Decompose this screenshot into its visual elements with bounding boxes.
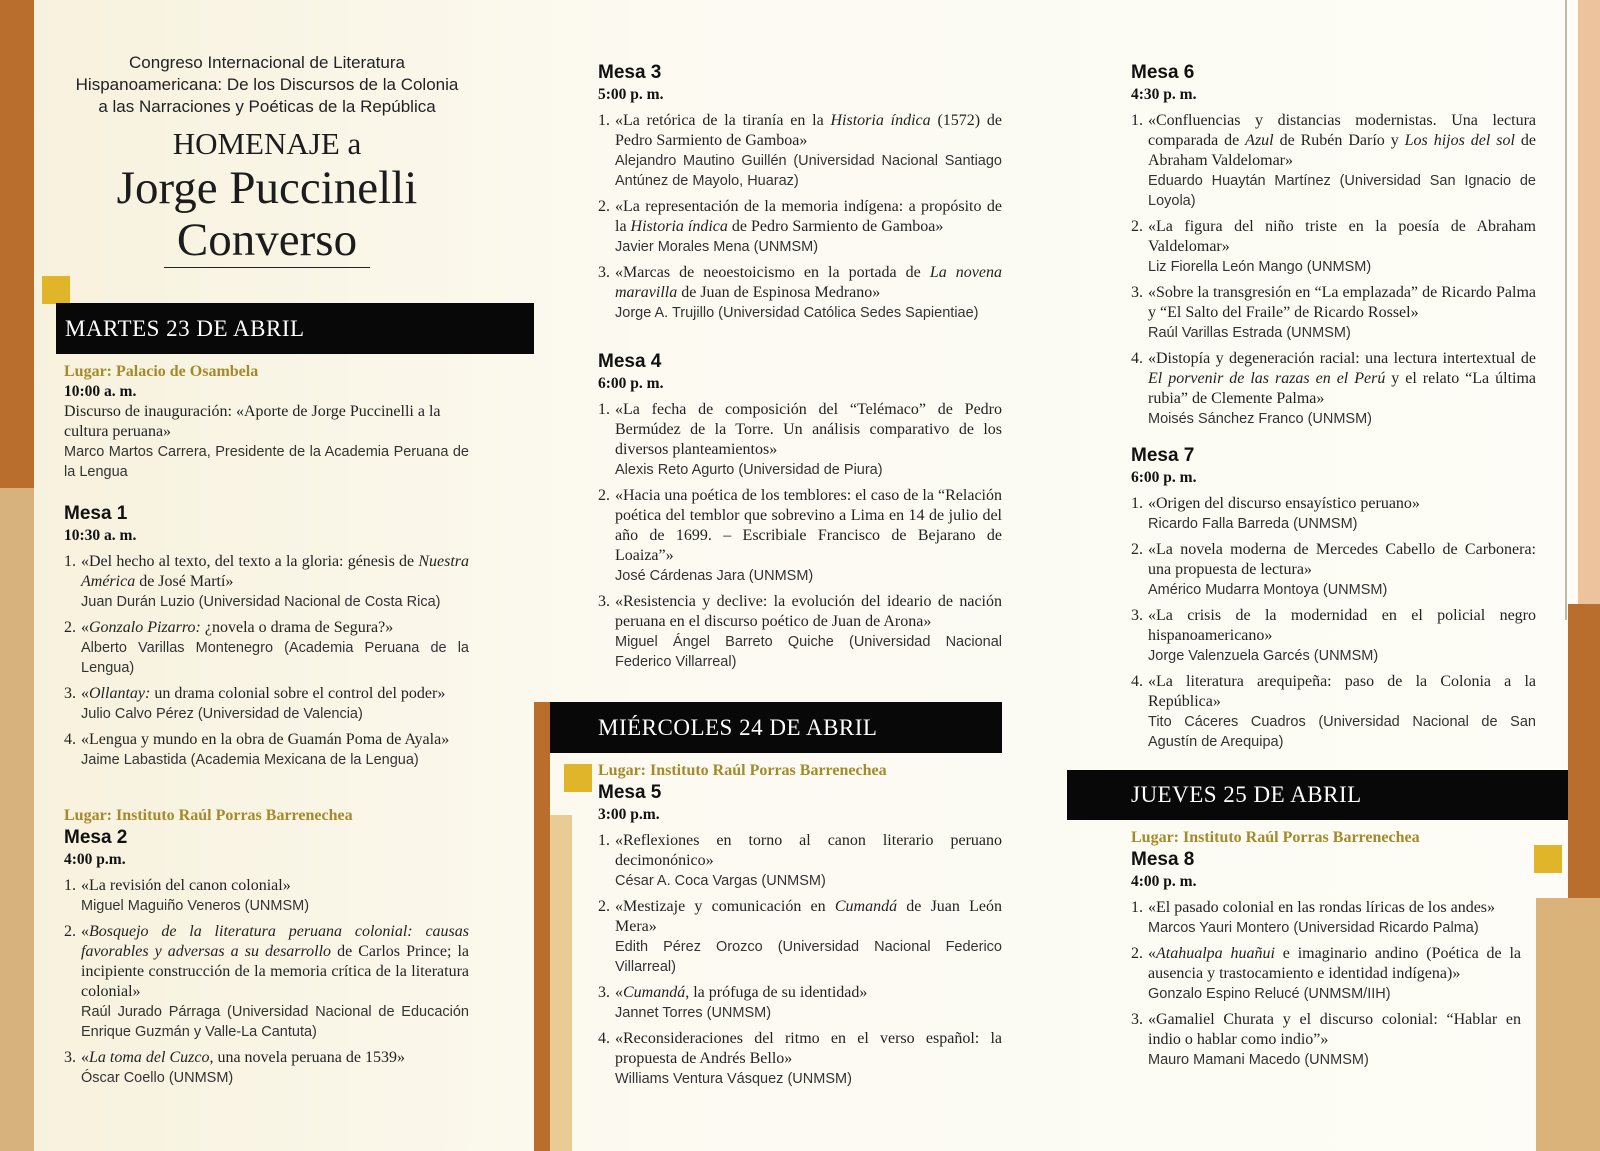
talk-list — [598, 400, 1002, 672]
mesa-heading: Mesa 1 — [64, 503, 128, 524]
talk-item — [598, 486, 1002, 586]
talk-title — [1148, 672, 1536, 712]
talk-item — [598, 400, 1002, 480]
talk-author: Eduardo Huaytán Martínez (Universidad San Ignacio de Loyola) — [1148, 173, 1536, 209]
talk-title — [615, 592, 1002, 632]
talk-number: 3. — [598, 264, 610, 281]
talk-title-italic: Los hijos del sol — [1404, 132, 1515, 149]
yellow-square-3 — [1534, 845, 1562, 873]
talk-title — [1148, 494, 1536, 514]
talk-title — [615, 831, 1002, 871]
peach-bar-right — [1578, 0, 1600, 620]
talk-title-text: «Distopía y degeneración racial: una lectura intertextual de — [1148, 350, 1536, 367]
talk-list — [1131, 111, 1536, 429]
talk-item — [598, 983, 1002, 1023]
talk-title — [615, 197, 1002, 237]
mesa-4 — [598, 350, 1002, 672]
talk-title — [81, 922, 469, 1002]
talk-title-text: «La figura del niño triste en la poesía de Abraham Valdelomar» — [1148, 218, 1536, 255]
talk-title — [615, 111, 1002, 151]
talk-number: 4. — [64, 731, 76, 748]
congress-line-2: Hispanoamericana: De los Discursos de la Colonia — [75, 75, 459, 94]
talk-title-italic: El porvenir de las razas en el Perú — [1148, 370, 1386, 387]
talk-item — [598, 592, 1002, 672]
talk-number: 3. — [1131, 607, 1143, 624]
talk-title — [615, 1029, 1002, 1069]
talk-list — [1131, 898, 1521, 1070]
talk-author: Américo Mudarra Montoya (UNMSM) — [1148, 582, 1388, 598]
talk-author: Gonzalo Espino Relucé (UNMSM/IIH) — [1148, 986, 1391, 1002]
talk-title — [81, 1048, 469, 1068]
talk-title-text: «Hacia una poética de los temblores: el caso de la “Relación poética del temblor que sobrevino a Lima en 14 de julio del año de 1699. – Escribiale Francisco de Bejarano de Loaiza”» — [615, 487, 1002, 564]
talk-author: Ricardo Falla Barreda (UNMSM) — [1148, 516, 1358, 532]
talk-number: 1. — [1131, 112, 1143, 129]
talk-number: 2. — [598, 198, 610, 215]
honoree-name-line-1: Jorge Puccinelli — [116, 162, 418, 214]
talk-title-italic: La toma del Cuzco — [89, 1049, 210, 1066]
mesa-2 — [64, 806, 469, 1088]
talk-title-text: de Abraham Valdelomar» — [1148, 132, 1536, 169]
talk-title — [1148, 1010, 1521, 1050]
talk-title — [81, 552, 469, 592]
talk-item — [1131, 111, 1536, 211]
tan-bar-right — [1536, 898, 1600, 1151]
talk-title-text: «Reflexiones en torno al canon literario peruano decimonónico» — [615, 832, 1002, 869]
day-band-jueves — [1067, 770, 1568, 820]
mesa-time: 5:00 p. m. — [598, 86, 664, 103]
mesa-time: 10:30 a. m. — [64, 527, 137, 544]
talk-title — [1148, 217, 1536, 257]
talk-list — [64, 552, 469, 770]
talk-number: 1. — [1131, 495, 1143, 512]
talk-number: 3. — [64, 685, 76, 702]
mesa-3 — [598, 61, 1002, 323]
talk-item — [1131, 1010, 1521, 1070]
talk-title-text: de Pedro Sarmiento de Gamboa» — [727, 218, 944, 235]
talk-title-italic: Bosquejo de la literatura peruana colonial: causas favorables y adversas a su desarrollo — [81, 923, 469, 960]
talk-title-text: de Carlos Prince; la incipiente construcción de la memoria crítica de la literatura colonial» — [81, 943, 469, 1000]
talk-number: 3. — [1131, 1011, 1143, 1028]
talk-item — [1131, 944, 1521, 1004]
venue-label: Lugar: Instituto Raúl Porras Barrenechea — [64, 807, 353, 824]
talk-title-text: «La crisis de la modernidad en el policial negro hispanoamericano» — [1148, 607, 1536, 644]
talk-number: 1. — [1131, 899, 1143, 916]
talk-title — [1148, 111, 1536, 171]
talk-author: Miguel Maguiño Veneros (UNMSM) — [81, 898, 310, 914]
talk-number: 2. — [1131, 218, 1143, 235]
talk-title-text: «Gamaliel Churata y el discurso colonial: “Hablar en indio o hablar como indio”» — [1148, 1011, 1521, 1048]
opening-speech: Discurso de inauguración: «Aporte de Jorge Puccinelli a la cultura peruana» — [64, 403, 441, 440]
venue-label: Lugar: Palacio de Osambela — [64, 363, 259, 380]
venue-label: Lugar: Instituto Raúl Porras Barrenechea — [1131, 829, 1420, 846]
talk-title — [1148, 944, 1521, 984]
talk-list — [64, 876, 469, 1088]
talk-number: 3. — [1131, 284, 1143, 301]
talk-title-italic: Cumandá — [623, 984, 686, 1001]
talk-list — [598, 111, 1002, 323]
talk-item — [598, 197, 1002, 257]
talk-title — [1148, 283, 1536, 323]
talk-author: Jaime Labastida (Academia Mexicana de la Lengua) — [81, 752, 419, 768]
mesa-8 — [1131, 828, 1521, 1070]
talk-item — [598, 1029, 1002, 1089]
talk-number: 2. — [1131, 541, 1143, 558]
talk-title-text: «Sobre la transgresión en “La emplazada” de Ricardo Palma y “El Salto del Fraile” de Ricardo Rossel» — [1148, 284, 1536, 321]
talk-title-text: , la prófuga de su identidad» — [685, 984, 868, 1001]
mesa-time: 4:30 p. m. — [1131, 86, 1197, 103]
talk-title — [81, 730, 469, 750]
yellow-square-1 — [42, 276, 70, 304]
day-band-miercoles — [550, 702, 1002, 753]
mesa-time: 4:00 p.m. — [64, 851, 126, 868]
talk-author: Tito Cáceres Cuadros (Universidad Nacional de San Agustín de Arequipa) — [1148, 714, 1536, 750]
talk-title-text: (1572) de Pedro Sarmiento de Gamboa» — [615, 112, 1002, 149]
mesa-heading: Mesa 2 — [64, 827, 128, 848]
talk-author: Raúl Jurado Párraga (Universidad Nacional de Educación Enrique Guzmán y Valle-La Cantuta) — [81, 1004, 469, 1040]
talk-title-italic: Historia índica — [830, 112, 931, 129]
mesa-time: 6:00 p. m. — [598, 375, 664, 392]
name-underline — [164, 267, 370, 268]
talk-title — [1148, 898, 1521, 918]
mesa-7 — [1131, 444, 1536, 752]
talk-title-text: de José Martí» — [135, 573, 234, 590]
talk-title-text: «Lengua y mundo en la obra de Guamán Poma de Ayala» — [81, 731, 450, 748]
congress-title — [60, 52, 474, 118]
talk-title-italic: Nuestra América — [81, 553, 469, 590]
talk-item — [1131, 283, 1536, 343]
talk-author: Javier Morales Mena (UNMSM) — [615, 239, 819, 255]
talk-item — [64, 684, 469, 724]
homenaje-label: HOMENAJE a — [172, 126, 362, 161]
talk-author: Alexis Reto Agurto (Universidad de Piura) — [615, 462, 883, 478]
talk-number: 4. — [1131, 673, 1143, 690]
talk-title — [81, 684, 469, 704]
talk-title-italic: Azul — [1245, 132, 1274, 149]
talk-item — [64, 730, 469, 770]
talk-title-text: un drama colonial sobre el control del poder» — [150, 685, 446, 702]
talk-item — [1131, 494, 1536, 534]
talk-number: 2. — [598, 487, 610, 504]
talk-item — [598, 831, 1002, 891]
congress-line-3: a las Narraciones y Poéticas de la República — [98, 97, 436, 116]
mesa-time: 6:00 p. m. — [1131, 469, 1197, 486]
tan-bar-left — [0, 488, 34, 1151]
opening-time: 10:00 a. m. — [64, 383, 137, 400]
talk-title-text: «La fecha de composición del “Telémaco” de Pedro Bermúdez de la Torre. Un análisis comparativo de los diversos planteamientos» — [615, 401, 1002, 458]
talk-list — [598, 831, 1002, 1089]
talk-author: Williams Ventura Vásquez (UNMSM) — [615, 1071, 852, 1087]
talk-number: 1. — [598, 832, 610, 849]
talk-title — [1148, 606, 1536, 646]
mesa-time: 4:00 p. m. — [1131, 873, 1197, 890]
talk-item — [598, 263, 1002, 323]
honoree-name-line-2: Converso — [176, 214, 358, 266]
talk-item — [1131, 606, 1536, 666]
talk-item — [1131, 217, 1536, 277]
talk-title-text: « — [81, 619, 89, 636]
talk-title-text: «Resistencia y declive: la evolución del ideario de nación peruana en el discurso poético de Juan de Arona» — [615, 593, 1002, 630]
talk-author: Moisés Sánchez Franco (UNMSM) — [1148, 411, 1372, 427]
talk-title — [615, 486, 1002, 566]
talk-item — [1131, 349, 1536, 429]
talk-item — [1131, 672, 1536, 752]
talk-title-text: « — [81, 1049, 89, 1066]
talk-title-italic: Cumandá — [834, 898, 898, 915]
talk-number: 4. — [1131, 350, 1143, 367]
talk-number: 3. — [598, 593, 610, 610]
talk-title-italic: Gonzalo Pizarro: — [89, 619, 201, 636]
talk-author: Raúl Varillas Estrada (UNMSM) — [1148, 325, 1351, 341]
talk-title — [1148, 349, 1536, 409]
talk-title — [81, 618, 469, 638]
talk-number: 1. — [598, 401, 610, 418]
honoree-name — [60, 162, 474, 266]
talk-number: 3. — [64, 1049, 76, 1066]
mesa-heading: Mesa 5 — [598, 782, 662, 803]
talk-title-text: de Juan León Mera» — [615, 898, 1002, 935]
talk-list — [1131, 494, 1536, 752]
talk-author: Juan Durán Luzio (Universidad Nacional de Costa Rica) — [81, 594, 441, 610]
mesa-heading: Mesa 8 — [1131, 849, 1195, 870]
mesa-time: 3:00 p.m. — [598, 806, 660, 823]
talk-title-text: « — [81, 685, 89, 702]
talk-author: Jorge Valenzuela Garcés (UNMSM) — [1148, 648, 1379, 664]
mesa-5 — [598, 761, 1002, 1089]
venue-label: Lugar: Instituto Raúl Porras Barrenechea — [598, 762, 887, 779]
talk-title — [615, 263, 1002, 303]
mesa-heading: Mesa 6 — [1131, 62, 1195, 83]
talk-author: José Cárdenas Jara (UNMSM) — [615, 568, 814, 584]
talk-item — [1131, 898, 1521, 938]
talk-number: 2. — [598, 898, 610, 915]
talk-item — [64, 876, 469, 916]
talk-title-italic: La novena maravilla — [615, 264, 1002, 301]
talk-title-text: «La literatura arequipeña: paso de la Colonia a la República» — [1148, 673, 1536, 710]
talk-title-text: «Confluencias y distancias modernistas. Una lectura comparada de — [1148, 112, 1536, 149]
day-label-martes: MARTES 23 DE ABRIL — [65, 315, 305, 341]
talk-item — [598, 897, 1002, 977]
talk-author: Alejandro Mautino Guillén (Universidad Nacional Santiago Antúnez de Mayolo, Huaraz) — [615, 153, 1002, 189]
talk-author: Alberto Varillas Montenegro (Academia Peruana de la Lengua) — [81, 640, 469, 676]
mesa-1 — [64, 502, 469, 770]
talk-title-text: « — [81, 923, 89, 940]
talk-number: 1. — [598, 112, 610, 129]
talk-title — [615, 983, 1002, 1003]
talk-title-text: y el relato “La última rubia” de Clemente Palma» — [1148, 370, 1537, 407]
talk-author: Jorge A. Trujillo (Universidad Católica Sedes Sapientiae) — [615, 305, 979, 321]
opening-speaker: Marco Martos Carrera, Presidente de la Academia Peruana de la Lengua — [64, 444, 469, 480]
talk-title-text: « — [615, 984, 623, 1001]
day-label-miercoles: MIÉRCOLES 24 DE ABRIL — [598, 714, 878, 740]
talk-title — [615, 400, 1002, 460]
talk-item — [598, 111, 1002, 191]
talk-number: 1. — [64, 877, 76, 894]
talk-item — [64, 922, 469, 1042]
congress-line-1: Congreso Internacional de Literatura — [129, 53, 405, 72]
talk-title-text: de Rubén Darío y — [1273, 132, 1405, 149]
talk-number: 1. — [64, 553, 76, 570]
mesa-heading: Mesa 3 — [598, 62, 662, 83]
talk-number: 2. — [1131, 945, 1143, 962]
talk-author: Mauro Mamani Macedo (UNMSM) — [1148, 1052, 1369, 1068]
talk-title-text: , una novela peruana de 1539» — [209, 1049, 405, 1066]
yellow-square-2 — [564, 764, 592, 792]
mesa-6 — [1131, 61, 1536, 429]
talk-title-text: «El pasado colonial en las rondas líricas de los andes» — [1148, 899, 1496, 916]
day-band-martes — [56, 303, 534, 354]
talk-title — [1148, 540, 1536, 580]
talk-title-text: « — [1148, 945, 1156, 962]
copper-bar-mid — [534, 702, 550, 1151]
talk-title-text: «Marcas de neoestoicismo en la portada de — [615, 264, 930, 281]
opening-block — [64, 362, 469, 482]
day-label-jueves: JUEVES 25 DE ABRIL — [1131, 782, 1362, 807]
talk-title-text: «La novela moderna de Mercedes Cabello de Carbonera: una propuesta de lectura» — [1148, 541, 1536, 578]
talk-item — [64, 1048, 469, 1088]
talk-author: Liz Fiorella León Mango (UNMSM) — [1148, 259, 1372, 275]
talk-title — [81, 876, 469, 896]
talk-number: 4. — [598, 1030, 610, 1047]
talk-title-italic: Historia índica — [630, 218, 728, 235]
grey-line-right — [1565, 0, 1567, 620]
talk-author: Julio Calvo Pérez (Universidad de Valencia) — [81, 706, 363, 722]
talk-title-italic: Ollantay: — [89, 685, 151, 702]
copper-bar-left — [0, 0, 34, 488]
talk-title-italic: Atahualpa huañui — [1156, 945, 1275, 962]
talk-author: César A. Coca Vargas (UNMSM) — [615, 873, 826, 889]
talk-title-text: «La representación de la memoria indígena: a propósito de la — [615, 198, 1002, 235]
talk-author: Marcos Yauri Montero (Universidad Ricardo Palma) — [1148, 920, 1479, 936]
talk-author: Jannet Torres (UNMSM) — [615, 1005, 772, 1021]
talk-number: 3. — [598, 984, 610, 1001]
talk-number: 2. — [64, 619, 76, 636]
talk-title — [615, 897, 1002, 937]
tan-bar-mid — [550, 815, 572, 1151]
talk-number: 2. — [64, 923, 76, 940]
talk-title-text: «Mestizaje y comunicación en — [615, 898, 835, 915]
talk-title-text: «La retórica de la tiranía en la — [615, 112, 831, 129]
talk-title-text: «La revisión del canon colonial» — [81, 877, 291, 894]
talk-title-text: «Del hecho al texto, del texto a la gloria: génesis de — [81, 553, 419, 570]
talk-title-text: e imaginario andino (Poética de la ausencia y trastocamiento e identidad indígena)» — [1148, 945, 1522, 982]
talk-item — [1131, 540, 1536, 600]
talk-author: Miguel Ángel Barreto Quiche (Universidad Nacional Federico Villarreal) — [615, 634, 1002, 670]
talk-item — [64, 552, 469, 612]
talk-title-text: «Origen del discurso ensayístico peruano» — [1148, 495, 1420, 512]
talk-title-text: «Reconsideraciones del ritmo en el verso español: la propuesta de Andrés Bello» — [615, 1030, 1002, 1067]
talk-title-text: de Juan de Espinosa Medrano» — [677, 284, 881, 301]
mesa-heading: Mesa 4 — [598, 351, 662, 372]
talk-item — [64, 618, 469, 678]
talk-author: Edith Pérez Orozco (Universidad Nacional Federico Villarreal) — [615, 939, 1002, 975]
talk-title-text: ¿novela o drama de Segura?» — [200, 619, 394, 636]
mesa-heading: Mesa 7 — [1131, 445, 1195, 466]
talk-author: Óscar Coello (UNMSM) — [81, 1070, 234, 1086]
